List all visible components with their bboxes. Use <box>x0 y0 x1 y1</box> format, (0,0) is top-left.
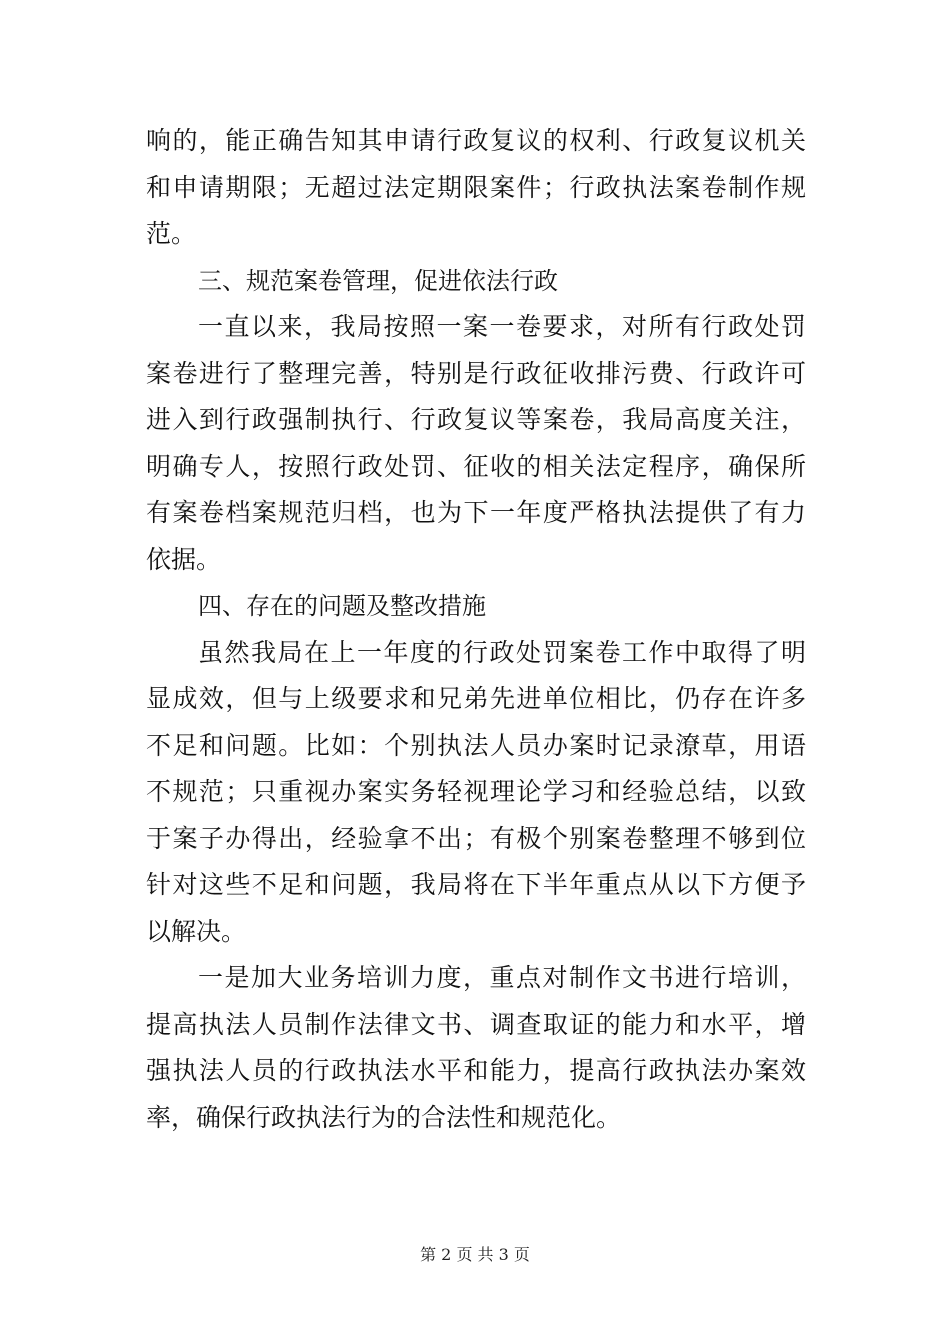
paragraph-line: 不足和问题。比如：个别执法人员办案时记录潦草，用语 <box>146 730 806 760</box>
section-heading-four: 四、存在的问题及整改措施 <box>198 592 486 620</box>
paragraph-line: 不规范；只重视办案实务轻视理论学习和经验总结，以致 <box>146 777 806 806</box>
paragraph-line: 一是加大业务培训力度，重点对制作文书进行培训， <box>198 963 806 992</box>
paragraph-line: 和申请期限；无超过法定期限案件；行政执法案卷制作规 <box>146 172 806 202</box>
section-heading-three: 三、规范案卷管理，促进依法行政 <box>198 266 558 295</box>
paragraph-line: 强执法人员的行政执法水平和能力，提高行政执法办案效 <box>146 1056 806 1085</box>
paragraph-line: 以解决。 <box>146 916 247 946</box>
paragraph-line: 案卷进行了整理完善，特别是行政征收排污费、行政许可 <box>146 358 806 388</box>
paragraph-line: 率，确保行政执法行为的合法性和规范化。 <box>146 1102 622 1132</box>
paragraph-line: 依据。 <box>146 544 222 574</box>
paragraph-line: 有案卷档案规范归档，也为下一年度严格执法提供了有力 <box>146 498 806 527</box>
paragraph-line: 于案子办得出，经验拿不出；有极个别案卷整理不够到位 <box>146 823 806 853</box>
paragraph-line: 显成效，但与上级要求和兄弟先进单位相比，仍存在许多 <box>146 684 806 713</box>
paragraph-line: 虽然我局在上一年度的行政处罚案卷工作中取得了明 <box>198 637 806 667</box>
paragraph-line: 明确专人，按照行政处罚、征收的相关法定程序，确保所 <box>146 451 806 481</box>
paragraph-line: 一直以来，我局按照一案一卷要求，对所有行政处罚 <box>198 312 806 341</box>
paragraph-line: 针对这些不足和问题，我局将在下半年重点从以下方便予 <box>146 870 806 899</box>
page-number-footer: 第 2 页 共 3 页 <box>420 1245 530 1264</box>
paragraph-line: 响的，能正确告知其申请行政复议的权利、行政复议机关 <box>146 126 806 155</box>
paragraph-line: 进入到行政强制执行、行政复议等案卷，我局高度关注， <box>146 405 806 434</box>
paragraph-line: 范。 <box>146 219 197 248</box>
paragraph-line: 提高执法人员制作法律文书、调查取证的能力和水平，增 <box>146 1009 806 1039</box>
document-body <box>146 118 806 1141</box>
